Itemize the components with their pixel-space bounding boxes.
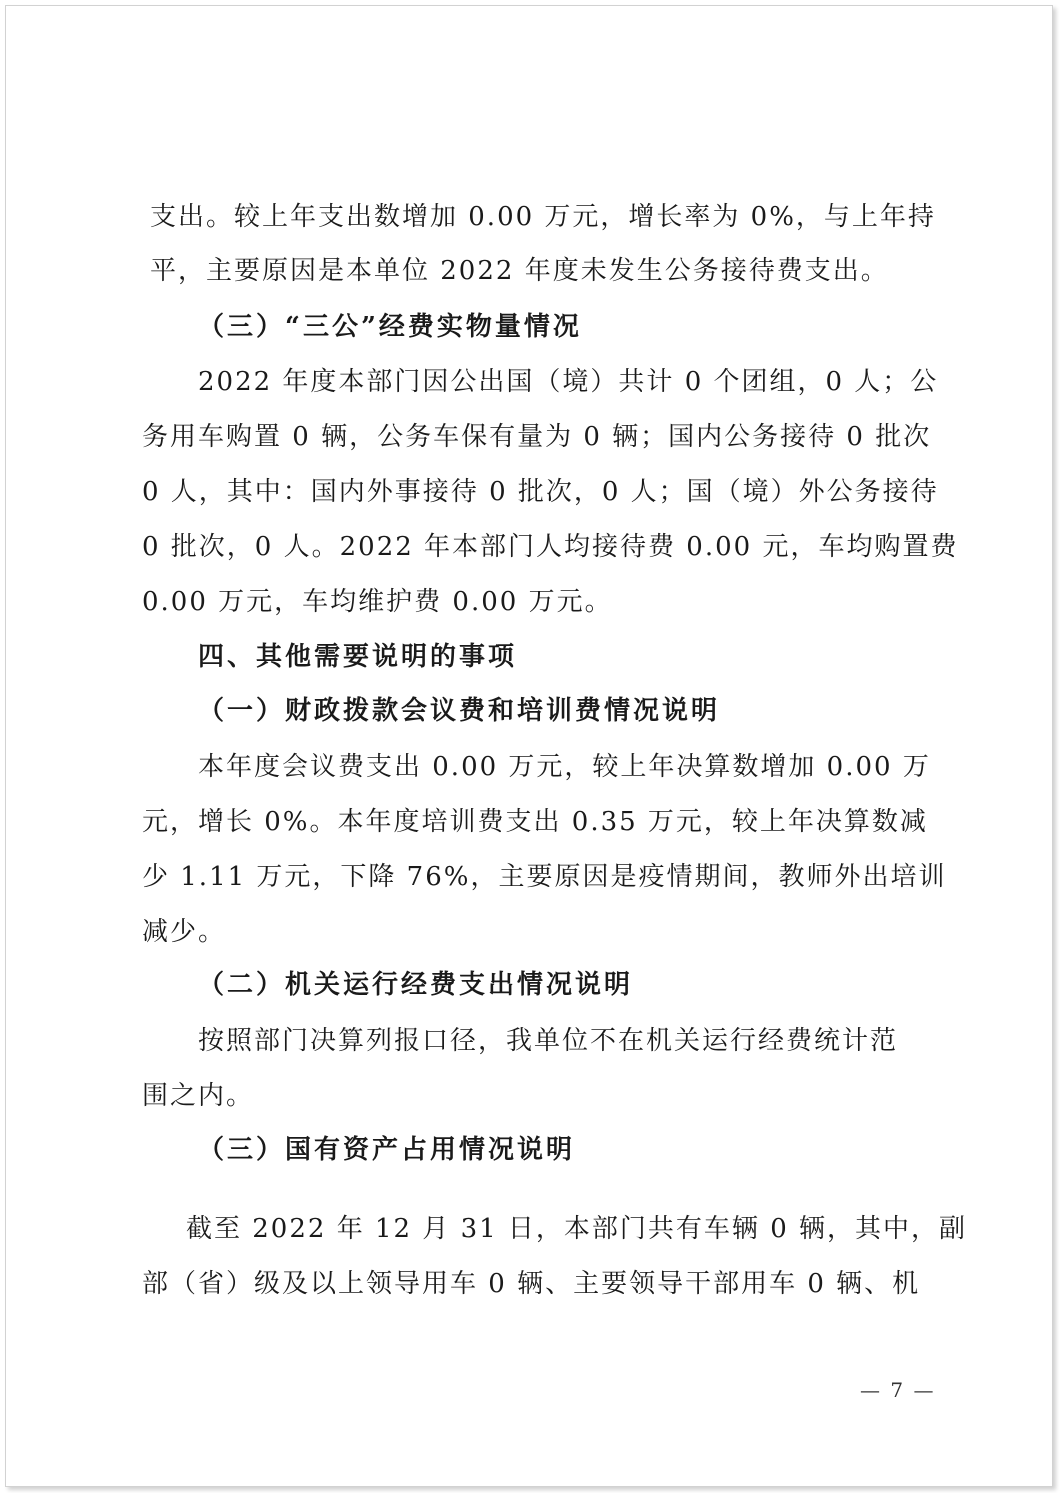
body-text-line: 少 1.11 万元，下降 76%，主要原因是疫情期间，教师外出培训 <box>142 862 947 892</box>
body-text-line: 2022 年度本部门因公出国（境）共计 0 个团组，0 人；公 <box>198 367 939 397</box>
body-text-line: 0 批次，0 人。2022 年本部门人均接待费 0.00 元，车均购置费 <box>142 532 959 562</box>
body-text-line: 元，增长 0%。本年度培训费支出 0.35 万元，较上年决算数减 <box>142 807 928 837</box>
body-text-line: 按照部门决算列报口径，我单位不在机关运行经费统计范 <box>198 1026 899 1056</box>
section-subheading: （三）“三公”经费实物量情况 <box>198 312 582 342</box>
body-text-line: 0 人，其中：国内外事接待 0 批次，0 人；国（境）外公务接待 <box>142 477 939 507</box>
body-text-line: 平，主要原因是本单位 2022 年度未发生公务接待费支出。 <box>150 256 889 286</box>
body-text-line: 0.00 万元，车均维护费 0.00 万元。 <box>142 587 613 617</box>
section-subheading: （二）机关运行经费支出情况说明 <box>198 970 634 1000</box>
body-text-line: 截至 2022 年 12 月 31 日，本部门共有车辆 0 辆，其中，副 <box>186 1214 967 1244</box>
body-text-line: 减少。 <box>142 917 227 947</box>
body-text-line: 围之内。 <box>142 1081 255 1111</box>
section-heading: 四、其他需要说明的事项 <box>198 642 518 672</box>
section-subheading: （一）财政拨款会议费和培训费情况说明 <box>198 696 721 726</box>
page-number: — 7 — <box>860 1378 936 1402</box>
section-subheading: （三）国有资产占用情况说明 <box>198 1135 576 1165</box>
body-text-line: 本年度会议费支出 0.00 万元，较上年决算数增加 0.00 万 <box>198 752 931 782</box>
body-text-line: 支出。较上年支出数增加 0.00 万元，增长率为 0%，与上年持 <box>150 202 936 232</box>
body-text-line: 部（省）级及以上领导用车 0 辆、主要领导干部用车 0 辆、机 <box>142 1269 921 1299</box>
body-text-line: 务用车购置 0 辆，公务车保有量为 0 辆；国内公务接待 0 批次 <box>142 422 932 452</box>
